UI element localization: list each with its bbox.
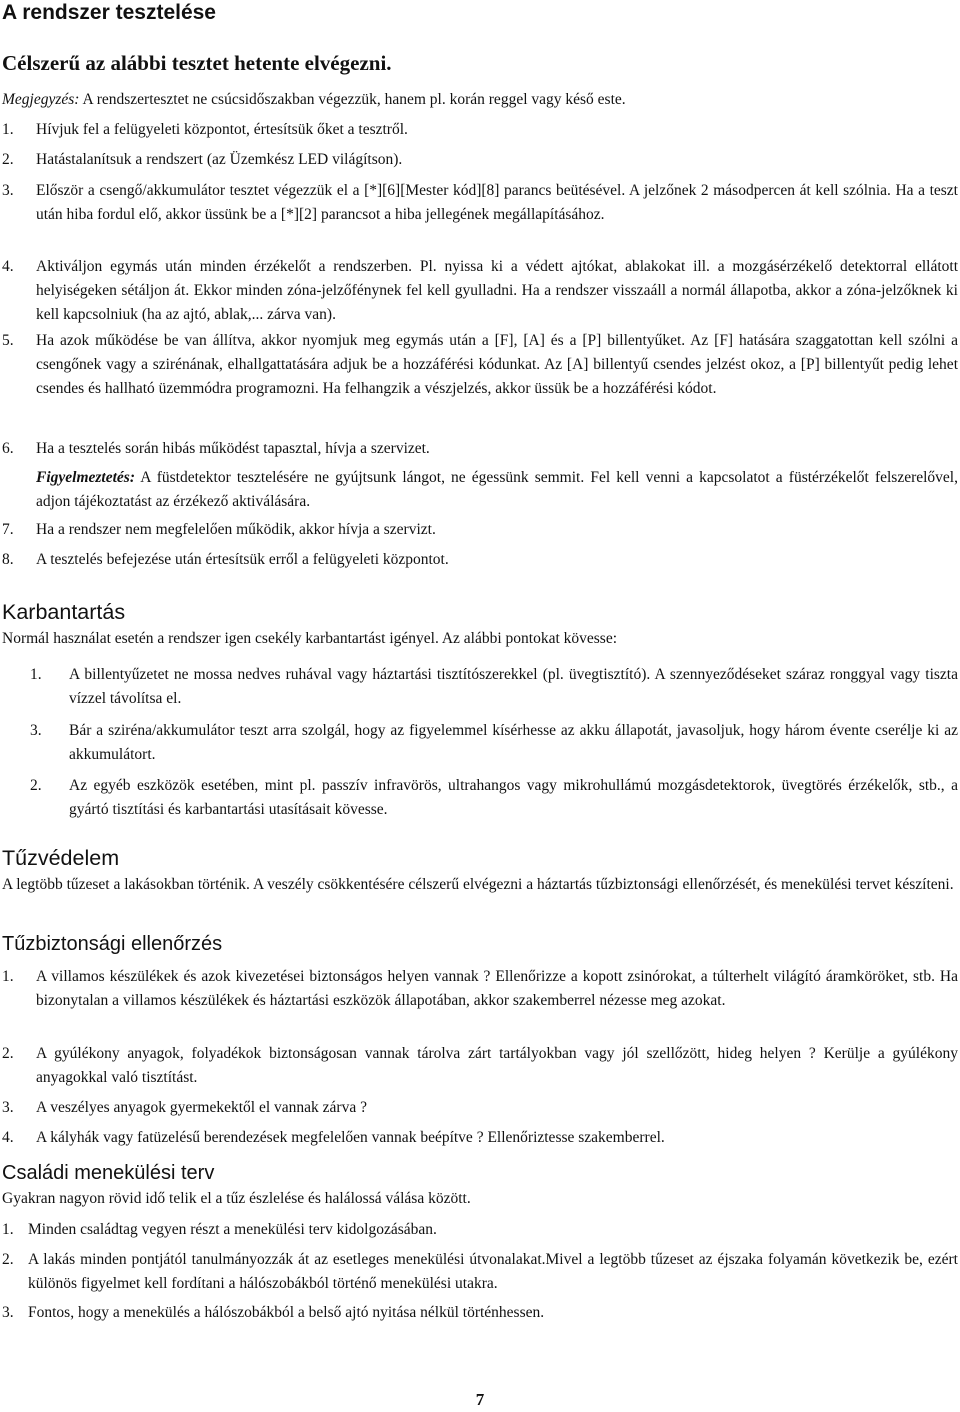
item-number: 1. (2, 121, 14, 138)
item-number: 4. (2, 1129, 14, 1146)
item-number: 3. (2, 182, 14, 199)
test-warning (36, 466, 958, 514)
item-number: 3. (2, 1099, 14, 1116)
item-text: A gyúlékony anyagok, folyadékok biztonságosan vannak tárolva zárt tartályokban vagy jól szellőzött, hideg helyen ? Kerülje a gyúlékony anyagokkal való tisztítást. (36, 1045, 958, 1086)
item-text: A veszélyes anyagok gyermekektől el vannak zárva ? (36, 1099, 367, 1116)
item-text: Aktiváljon egymás után minden érzékelőt a rendszerben. Pl. nyissa ki a védett ajtókat, ablakokat ill. a mozgásérzékelő detektorral ellátott helyiségeken sétáljon át. Ekkor minden zóna-jelzőfénynek fel kell gyulladni. Ha a rendszer visszaáll a normál állapotba, akkor a zóna-jelzőknek ki kell kapcsolniuk (ha az ajtó, ablak,... zárva van). (36, 258, 958, 323)
test-note (2, 88, 958, 112)
item-text: A lakás minden pontjától tanulmányozzák át az esetleges menekülési útvonalakat.Mivel a legtöbb tűzeset az éjszaka folyamán következik be, ezért különös figyelmet kell fordítani a hálószobákból történő menekülési utakra. (28, 1251, 958, 1292)
item-text: Minden családtag vegyen részt a menekülési terv kidolgozásában. (28, 1221, 437, 1238)
note-text: A rendszertesztet ne csúcsidőszakban végezzük, hanem pl. korán reggel vagy késő este. (79, 91, 626, 108)
item-number: 2. (2, 151, 14, 168)
maintenance-heading: Karbantartás (2, 600, 126, 624)
test-subtitle: Célszerű az alábbi tesztet hetente elvégezni. (2, 51, 392, 75)
item-number: 5. (2, 332, 14, 349)
item-text: Hatástalanítsuk a rendszert (az Üzemkész LED világítson). (36, 151, 403, 168)
item-number: 3. (30, 722, 42, 739)
item-text: Először a csengő/akkumulátor tesztet végezzük el a [*][6][Mester kód][8] parancs beütésével. A jelzőnek 2 másodpercen át kell szólnia. Ha a teszt után hiba fordul elő, akkor üssünk be a [*][2] parancsot a hiba jellegének megállapításához. (36, 182, 958, 223)
maintenance-intro: Normál használat esetén a rendszer igen csekély karbantartást igényel. Az alábbi pontokat kövesse: (2, 630, 618, 647)
escape-heading: Családi menekülési terv (2, 1162, 215, 1184)
item-text: A tesztelés befejezése után értesítsük erről a felügyeleti központot. (36, 551, 449, 568)
escape-intro: Gyakran nagyon rövid idő telik el a tűz észlelése és halálossá válása között. (2, 1190, 471, 1207)
item-number: 3. (2, 1304, 14, 1321)
item-text: Ha a rendszer nem megfelelően működik, akkor hívja a szervizt. (36, 521, 436, 538)
safety-heading: Tűzbiztonsági ellenőrzés (2, 933, 223, 955)
item-text: A villamos készülékek és azok kivezetései biztonságos helyen vannak ? Ellenőrizze a kopott zsinórokat, a túlterhelt világító áramköröket, stb. Ha bizonytalan a villamos készülékek és háztartási eszközök állapotában, akkor szakemberrel nézesse meg azokat. (36, 968, 958, 1009)
item-text: Az egyéb eszközök esetében, mint pl. passzív infravörös, ultrahangos vagy mikrohullámú mozgásdetektorok, üvegtörés érzékelők, stb., a gyártó tisztítási és karbantartási utasításait kövesse. (69, 777, 958, 818)
item-number: 2. (2, 1045, 14, 1062)
fire-intro: A legtöbb tűzeset a lakásokban történik. A veszély csökkentésére célszerű elvégezni a háztartás tűzbiztonsági ellenőrzését, és menekülési tervet készíteni. (2, 876, 954, 893)
item-number: 2. (2, 1251, 14, 1268)
item-text: Fontos, hogy a menekülés a hálószobákból a belső ajtó nyitása nélkül történhessen. (28, 1304, 545, 1321)
item-number: 7. (2, 521, 14, 538)
item-number: 4. (2, 258, 14, 275)
item-number: 1. (2, 1221, 14, 1238)
item-text: Bár a sziréna/akkumulátor teszt arra szolgál, hogy az figyelemmel kísérhesse az akku állapotát, javasoljuk, hogy három évente cserélje ki az akkumulátort. (69, 722, 958, 763)
item-number: 1. (30, 666, 42, 683)
item-number: 6. (2, 440, 14, 457)
fire-heading: Tűzvédelem (2, 846, 120, 870)
warning-label: Figyelmeztetés: (36, 469, 135, 486)
item-number: 1. (2, 968, 14, 985)
page-title: A rendszer tesztelése (2, 1, 216, 24)
item-text: Ha a tesztelés során hibás működést tapasztal, hívja a szervizet. (36, 440, 430, 457)
warning-text: A füstdetektor tesztelésére ne gyújtsunk lángot, ne égessünk semmit. Fel kell venni a kapcsolatot a füstérzékelőt felszerelővel, adjon tájékoztatást az érzékező aktiválására. (36, 469, 958, 510)
note-label: Megjegyzés: (2, 91, 80, 108)
page-number: 7 (475, 1390, 485, 1409)
item-number: 2. (30, 777, 42, 794)
item-text: Hívjuk fel a felügyeleti központot, értesítsük őket a tesztről. (36, 121, 408, 138)
item-text: A kályhák vagy fatüzelésű berendezések megfelelően vannak beépítve ? Ellenőriztesse szakemberrel. (36, 1129, 665, 1146)
item-text: Ha azok működése be van állítva, akkor nyomjuk meg egymás után a [F], [A] és a [P] billentyűket. Az [F] hatására szaggatottan kell szólni a csengőnek vagy a szirénának, elhallgattatására adjuk be a hozzáférési kódunkat. Az [A] billentyű csendes jelzést okoz, a [P] billentyűt pedig lehet csendes és hallható üzemmódra programozni. Ha felhangzik a vészjelzés, akkor üssük be a hozzáférési kódot. (36, 332, 958, 397)
item-number: 8. (2, 551, 14, 568)
item-text: A billentyűzetet ne mossa nedves ruhával vagy háztartási tisztítószerekkel (pl. üvegtisztító). A szennyeződéseket száraz ronggyal vagy tiszta vízzel távolítsa el. (69, 666, 958, 707)
